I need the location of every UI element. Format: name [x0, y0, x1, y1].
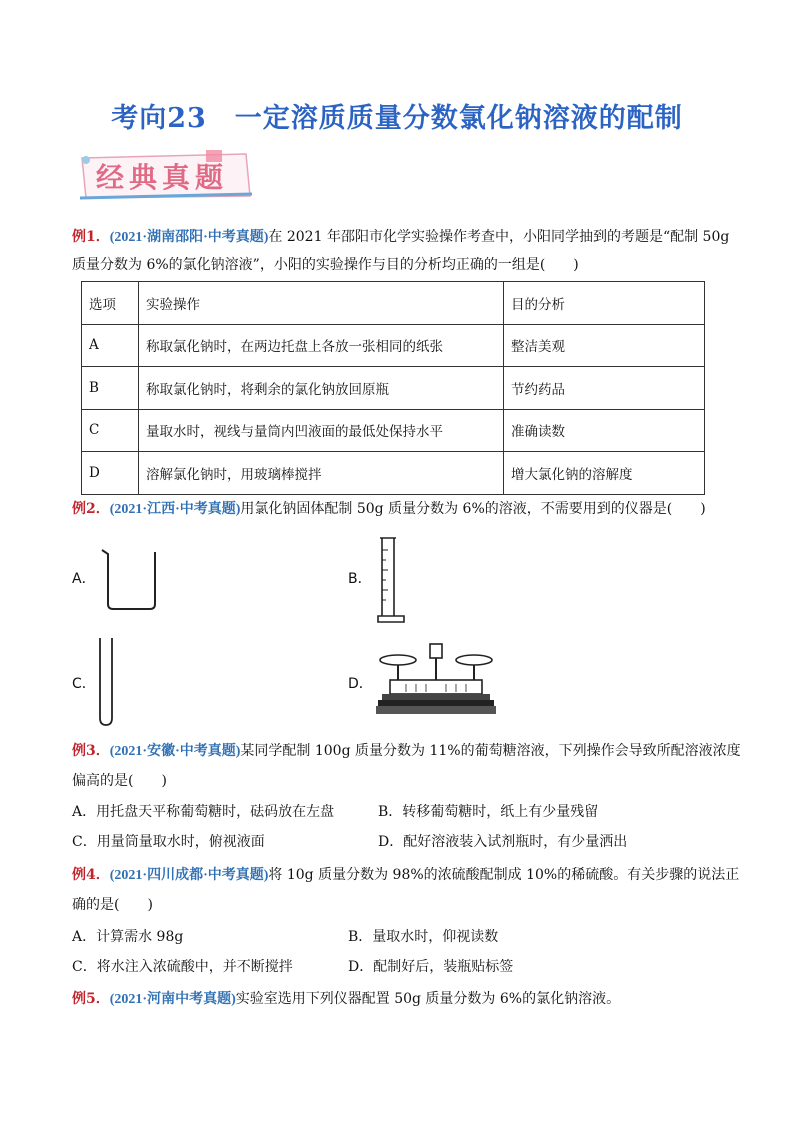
table-row: [82, 452, 705, 495]
q2-number: 例2．: [72, 501, 110, 517]
table-cell: C: [82, 409, 139, 452]
table-cell: B: [82, 367, 139, 410]
q3-option-c: C．用量筒量取水时，俯视液面: [72, 834, 265, 850]
table-cell: 称取氯化钠时，在两边托盘上各放一张相同的纸张: [139, 324, 504, 367]
header-cell: 目的分析: [504, 282, 705, 325]
q2-text: 用氯化钠固体配制 50g 质量分数为 6%的溶液，不需要用到的仪器是( ): [240, 501, 706, 517]
q2-source: (2021·江西·中考真题): [109, 502, 241, 517]
graduated-cylinder-icon: [374, 536, 410, 626]
q4-text: 将 10g 质量分数为 98%的浓硫酸配制成 10%的稀硫酸。有关步骤的说法正: [268, 867, 740, 883]
q5-source: (2021·河南中考真题): [109, 992, 236, 1007]
header-cell: 实验操作: [139, 282, 504, 325]
q2-option-c-label: C．: [72, 676, 96, 692]
header-cell: 选项: [82, 282, 139, 325]
q3-option-d: D．配好溶液装入试剂瓶时，有少量洒出: [378, 834, 628, 850]
q5-number: 例5．: [72, 991, 110, 1007]
q4-line2: 确的是( ): [72, 897, 153, 913]
q4-source: (2021·四川成都·中考真题): [109, 868, 269, 883]
beaker-icon: [100, 548, 160, 612]
test-tube-icon: [96, 636, 116, 728]
section-banner: [78, 150, 254, 202]
q1-text: 在 2021 年邵阳市化学实验操作考查中，小阳同学抽到的考题是“配制 50g: [268, 229, 730, 245]
q4-option-d: D．配制好后，装瓶贴标签: [348, 959, 514, 975]
q3-number: 例3．: [72, 743, 110, 759]
q3-option-b: B．转移葡萄糖时，纸上有少量残留: [378, 804, 599, 820]
table-header-row: [82, 282, 705, 325]
table-cell: 称取氯化钠时，将剩余的氯化钠放回原瓶: [139, 367, 504, 410]
q2-option-d-label: D．: [348, 676, 373, 692]
balance-scale-icon: [376, 640, 496, 720]
q1-line2: 质量分数为 6%的氯化钠溶液”，小阳的实验操作与目的分析均正确的一组是( ): [72, 257, 579, 273]
page-title: 考向23 一定溶质质量分数氯化钠溶液的配制: [111, 103, 683, 134]
table-cell: 节约药品: [504, 367, 705, 410]
table-row: [82, 324, 705, 367]
table-cell: 增大氯化钠的溶解度: [504, 452, 705, 495]
q3-line2: 偏高的是( ): [72, 773, 167, 789]
q5-line1: [72, 989, 620, 1010]
q4-option-c: C．将水注入浓硫酸中，并不断搅拌: [72, 959, 293, 975]
banner-label: 经典真题: [96, 161, 229, 194]
q4-option-a: A．计算需水 98g: [72, 929, 184, 945]
table-row: [82, 367, 705, 410]
table-cell: 量取水时，视线与量筒内凹液面的最低处保持水平: [139, 409, 504, 452]
q2-option-b-label: B．: [348, 571, 372, 587]
table-cell: 准确读数: [504, 409, 705, 452]
q2-option-a-label: A．: [72, 571, 96, 587]
q1-number: 例1．: [72, 229, 110, 245]
table-cell: D: [82, 452, 139, 495]
q3-source: (2021·安徽·中考真题): [109, 744, 241, 759]
q4-option-b: B．量取水时，仰视读数: [348, 929, 499, 945]
q4-line1: [72, 865, 739, 886]
q1-table: [81, 281, 705, 495]
table-cell: 整洁美观: [504, 324, 705, 367]
q3-line1: [72, 741, 741, 762]
q5-text: 实验室选用下列仪器配置 50g 质量分数为 6%的氯化钠溶液。: [235, 991, 621, 1007]
q1-source: (2021·湖南邵阳·中考真题): [109, 230, 269, 245]
q2-line1: [72, 499, 706, 520]
q4-number: 例4．: [72, 867, 110, 883]
table-cell: A: [82, 324, 139, 367]
table-row: [82, 409, 705, 452]
q3-text: 某同学配制 100g 质量分数为 11%的葡萄糖溶液，下列操作会导致所配溶液浓度: [240, 743, 741, 759]
table-cell: 溶解氯化钠时，用玻璃棒搅拌: [139, 452, 504, 495]
q3-option-a: A．用托盘天平称葡萄糖时，砝码放在左盘: [72, 804, 335, 820]
q1-line1: [72, 227, 729, 248]
